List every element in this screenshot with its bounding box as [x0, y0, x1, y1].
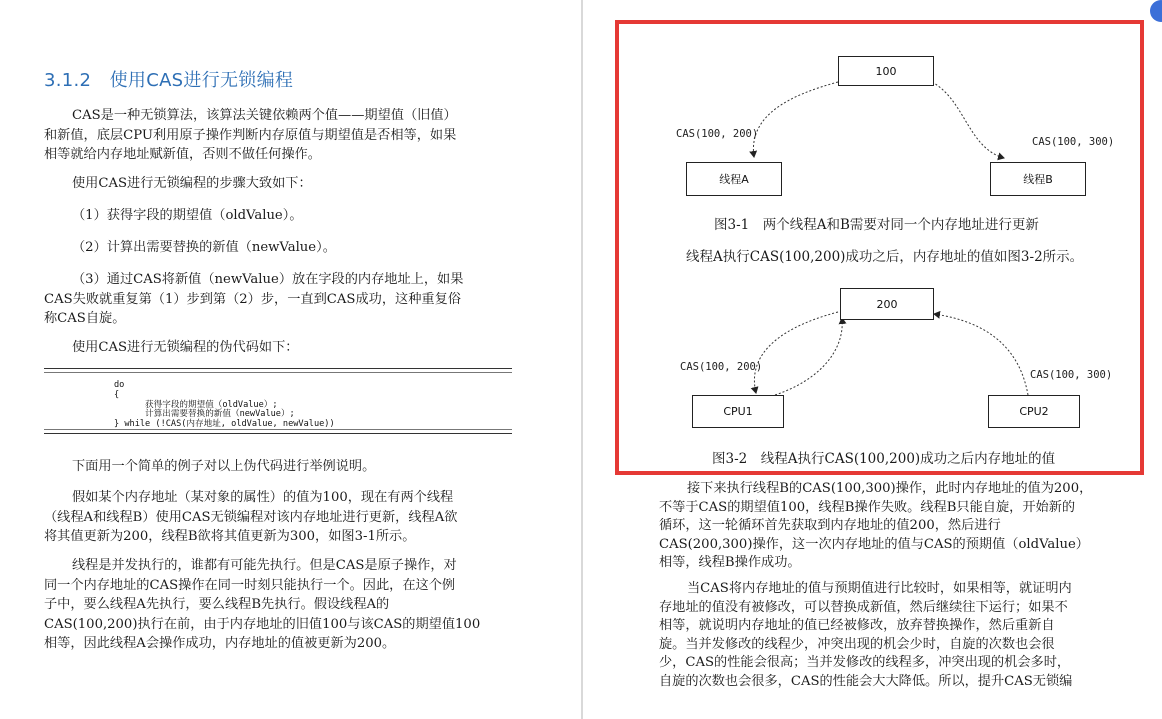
text-line: 将其值更新为200，线程B欲将其值更新为300，如图3-1所示。 [44, 529, 416, 544]
text-line: CAS(200,300)操作，这一次内存地址的值与CAS的预期值（oldValue） [659, 536, 1089, 552]
figure-3-1-caption: 图3-1 两个线程A和B需要对同一个内存地址进行更新 [714, 217, 1039, 233]
text-line: （线程A和线程B）使用CAS无锁编程对该内存地址进行更新，线程A欲 [44, 509, 458, 525]
text-line: 少，CAS的性能会很高；当并发修改的线程多，冲突出现的机会多时， [659, 655, 1071, 671]
figure-3-2-caption: 图3-2 线程A执行CAS(100,200)成功之后内存地址的值 [712, 451, 1056, 467]
paragraph-thread-b [659, 480, 1125, 573]
text-line: 使用CAS进行无锁编程的伪代码如下： [72, 340, 299, 355]
cpu1-box: CPU1 [692, 395, 784, 428]
text-line: 假如某个内存地址（某对象的属性）的值为100，现在有两个线程 [72, 490, 454, 505]
text-line: CAS是一种无锁算法，该算法关键依赖两个值——期望值（旧值） [72, 108, 457, 123]
text-line: 当CAS将内存地址的值与预期值进行比较时，如果相等，就证明内 [687, 581, 1072, 596]
thread-a-box: 线程A [686, 162, 782, 196]
memory-box-100: 100 [838, 56, 934, 86]
cas-label-cpu2: CAS(100, 300) [1030, 369, 1113, 381]
cas-label-cpu1: CAS(100, 200) [680, 361, 763, 373]
memory-box-200: 200 [840, 288, 934, 320]
figure-mid-text: 线程A执行CAS(100,200)成功之后，内存地址的值如图3-2所示。 [686, 249, 1084, 265]
cas-label-a: CAS(100, 200) [676, 128, 759, 140]
text-line: 存地址的值没有被修改，可以替换成新值，然后继续往下运行；如果不 [659, 599, 1068, 615]
text-line: （1）获得字段的期望值（oldValue）。 [72, 208, 303, 223]
text-line: 和新值，底层CPU利用原子操作判断内存原值与期望值是否相等，如果 [44, 127, 457, 143]
arrow-cpu1-down [754, 312, 838, 393]
text-line: 相等，线程B操作成功。 [659, 555, 801, 571]
text-line: （3）通过CAS将新值（newValue）放在字段的内存地址上，如果 [72, 272, 464, 287]
text-line: 相等就给内存地址赋新值，否则不做任何操作。 [44, 147, 321, 162]
text-line: 不等于CAS的期望值100，线程B操作失败。线程B只能自旋，开始新的 [659, 499, 1076, 515]
arrow-thread-b [932, 82, 1004, 158]
arrow-cpu1-up [775, 318, 842, 395]
arrow-cpu2 [934, 314, 1028, 395]
section-heading: 3.1.2 使用CAS进行无锁编程 [44, 70, 294, 91]
code-line: } while (!CAS(内存地址, oldValue, newValue)) [114, 419, 335, 430]
text-line: 下面用一个简单的例子对以上伪代码进行举例说明。 [72, 459, 376, 474]
code-line: { [114, 389, 120, 400]
arrow-thread-a [753, 82, 838, 157]
paragraph-cas-performance [659, 580, 1125, 692]
text-line: 相等，因此线程A会操作成功，内存地址的值被更新为200。 [44, 636, 396, 651]
text-line: CAS失败就重复第（1）步到第（2）步，一直到CAS成功，这种重复俗 [44, 291, 461, 307]
text-line: 使用CAS进行无锁编程的步骤大致如下： [72, 176, 312, 191]
text-line: 循环，这一轮循环首先获取到内存地址的值200，然后进行 [659, 518, 1001, 534]
cas-label-b: CAS(100, 300) [1032, 136, 1115, 148]
text-line: 相等，就说明内存地址的值已经被修改，放弃替换操作，然后重新自 [659, 618, 1055, 634]
text-line: 同一个内存地址的CAS操作在同一时刻只能执行一个。因此，在这个例 [44, 577, 456, 593]
cpu2-box: CPU2 [988, 395, 1080, 428]
code-line: do [114, 380, 125, 390]
code-line: 获得字段的期望值（oldValue）; [114, 399, 278, 410]
text-line: 线程是并发执行的，谁都有可能先执行。但是CAS是原子操作，对 [72, 558, 457, 573]
text-line: 称CAS自旋。 [44, 311, 126, 326]
text-line: 接下来执行线程B的CAS(100,300)操作，此时内存地址的值为200， [687, 481, 1093, 496]
text-line: 子中，要么线程A先执行，要么线程B先执行。假设线程A的 [44, 597, 390, 612]
thread-b-box: 线程B [990, 162, 1086, 196]
text-line: （2）计算出需要替换的新值（newValue）。 [72, 240, 336, 255]
text-line: CAS(100,200)执行在前，由于内存地址的旧值100与该CAS的期望值100 [44, 616, 481, 632]
code-line: 计算出需要替换的新值（newValue）; [114, 409, 295, 420]
text-line: 自旋的次数也会很多，CAS的性能会大大降低。所以，提升CAS无锁编 [659, 673, 1073, 689]
text-line: 旋。当并发修改的线程少，冲突出现的机会少时，自旋的次数也会很 [659, 636, 1055, 652]
